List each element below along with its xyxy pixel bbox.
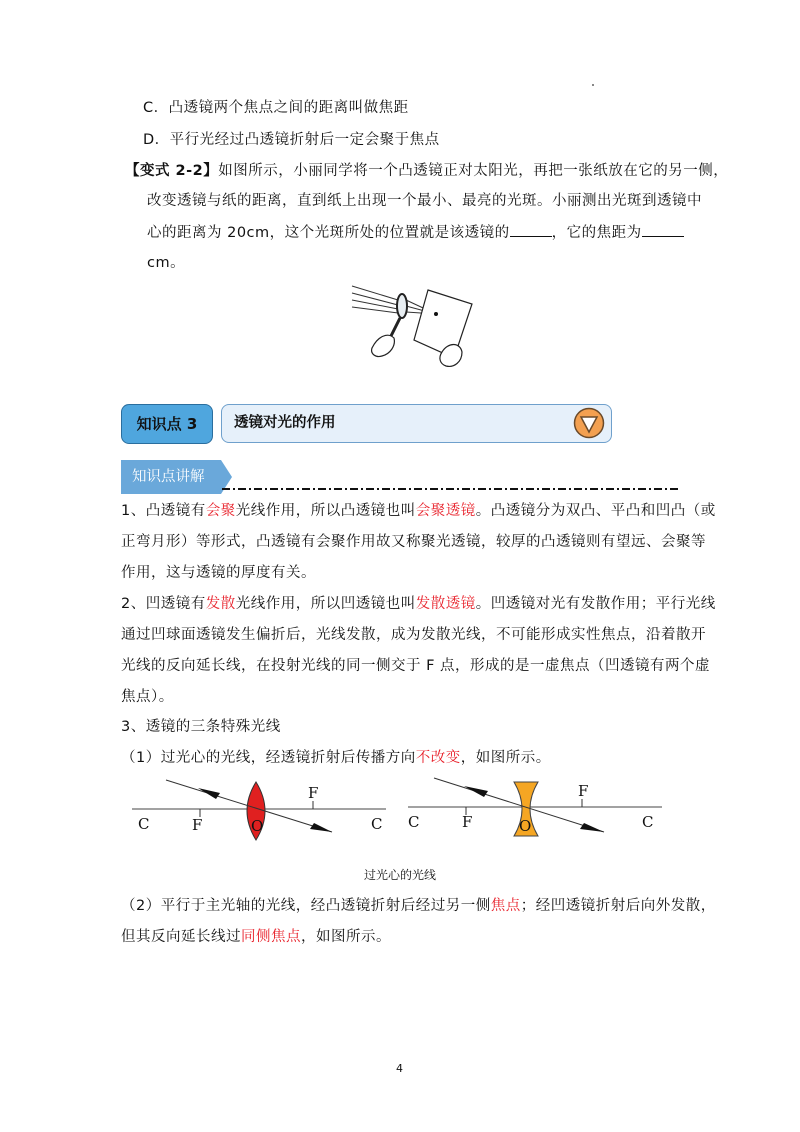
variant-text-1: 如图所示，小丽同学将一个凸透镜正对太阳光，再把一张纸放在它的另一侧，	[218, 163, 729, 179]
ray-arrow	[580, 823, 604, 832]
p2-line-2: 通过凹球面透镜发生偏折后，光线发散，成为发散光线，不可能形成实性焦点，沿着散开	[121, 627, 706, 643]
figure-caption: 过光心的光线	[364, 868, 437, 882]
variant-label: 【变式 2-2】	[125, 163, 219, 179]
p3-item2-text-f: ，如图所示。	[301, 929, 391, 945]
label-f-left: F	[462, 813, 473, 831]
magnifier-icon	[397, 294, 407, 318]
p3-item2-keyword-1: 焦点	[490, 898, 521, 914]
magnifier-handle	[390, 318, 400, 338]
label-o: O	[519, 817, 532, 835]
p3-item2-text-c: ；经凹透镜折射后向外发散，	[520, 898, 716, 914]
sun-ray	[352, 293, 398, 305]
p3-item-2-line-2	[121, 927, 391, 947]
answer-blank-2[interactable]	[642, 222, 684, 237]
option-c: C．凸透镜两个焦点之间的距离叫做焦距	[143, 100, 409, 116]
p1-text-c: 光线作用，所以凸透镜也叫	[235, 503, 416, 519]
variant-line-2: 改变透镜与纸的距离，直到纸上出现一个最小、最亮的光斑。小丽测出光斑到透镜中	[147, 193, 702, 209]
p3-item1-keyword: 不改变	[415, 750, 461, 766]
p3-item-1	[121, 748, 551, 768]
p3-item-2-line-1	[121, 896, 716, 916]
header-mark	[592, 84, 594, 86]
p2-line-1	[121, 594, 716, 614]
p1-text-e: 。凸透镜分为双凸、平凸和凹凸（或	[475, 503, 716, 519]
convex-lens-diagram	[128, 778, 388, 842]
p3-item2-keyword-2: 同侧焦点	[241, 929, 301, 945]
label-f-right: F	[308, 784, 319, 802]
p1-line-1	[121, 501, 716, 521]
p2-text-a: 2、凹透镜有	[121, 596, 206, 612]
label-f-right: F	[578, 782, 589, 800]
label-c-right: C	[642, 813, 654, 831]
p1-keyword-2: 会聚透镜	[415, 503, 476, 519]
label-c-left: C	[138, 815, 150, 833]
concave-lens-diagram	[404, 776, 666, 842]
variant-line-3	[147, 222, 684, 243]
p2-text-e: 。凹透镜对光有发散作用；平行光线	[475, 596, 716, 612]
label-c-left: C	[408, 813, 420, 831]
label-c-right: C	[371, 815, 383, 833]
knowledge-point-title: 透镜对光的作用	[234, 415, 336, 431]
ray-arrow	[198, 788, 220, 799]
p2-line-4: 焦点）。	[121, 689, 174, 705]
page-number: 4	[396, 1062, 403, 1075]
ray-arrow	[310, 823, 332, 832]
p2-keyword-2: 发散透镜	[415, 596, 476, 612]
ray-arrow	[464, 786, 488, 797]
p2-text-c: 光线作用，所以凹透镜也叫	[235, 596, 416, 612]
variant-line-4: cm。	[147, 255, 186, 271]
knowledge-point-badge	[121, 404, 213, 444]
p1-keyword-1: 会聚	[205, 503, 236, 519]
p3-item2-text-a: （2）平行于主光轴的光线，经凸透镜折射后经过另一侧	[121, 898, 491, 914]
p1-line-2: 正弯月形）等形式，凸透镜有会聚作用故又称聚光透镜，较厚的凸透镜则有望远、会聚等	[121, 534, 706, 550]
variant-text-3a: 心的距离为 20cm，这个光斑所处的位置就是该透镜的	[147, 225, 510, 241]
section-tab-label: 知识点讲解	[132, 469, 205, 485]
p3-item1-text-c: ，如图所示。	[460, 750, 551, 766]
p1-text-a: 1、凸透镜有	[121, 503, 206, 519]
variant-line-1	[125, 161, 728, 181]
p3-item1-text-a: （1）过光心的光线，经透镜折射后传播方向	[121, 750, 416, 766]
option-d: D．平行光经过凸透镜折射后一定会聚于焦点	[143, 132, 440, 148]
left-hand-icon	[372, 335, 395, 356]
p1-line-3: 作用，这与透镜的厚度有关。	[121, 565, 316, 581]
label-o: O	[251, 817, 264, 835]
variant-text-3b: ，它的焦距为	[551, 225, 642, 241]
section-divider	[222, 486, 682, 492]
p3-item2-text-d: 但其反向延长线过	[121, 929, 241, 945]
light-spot	[434, 312, 438, 316]
p3-title: 3、透镜的三条特殊光线	[121, 719, 281, 735]
label-f-left: F	[192, 816, 203, 834]
p2-line-3: 光线的反向延长线，在投射光线的同一侧交于 F 点，形成的是一虚焦点（凹透镜有两个虚	[121, 658, 711, 674]
paper-sheet	[414, 290, 472, 358]
p2-keyword-1: 发散	[205, 596, 236, 612]
lens-paper-illustration	[350, 276, 480, 372]
answer-blank-1[interactable]	[510, 222, 552, 237]
expand-triangle-icon[interactable]	[573, 407, 605, 439]
sun-ray	[352, 286, 398, 300]
knowledge-point-label: 知识点 3	[136, 415, 198, 433]
knowledge-point-title-bar	[221, 404, 612, 443]
